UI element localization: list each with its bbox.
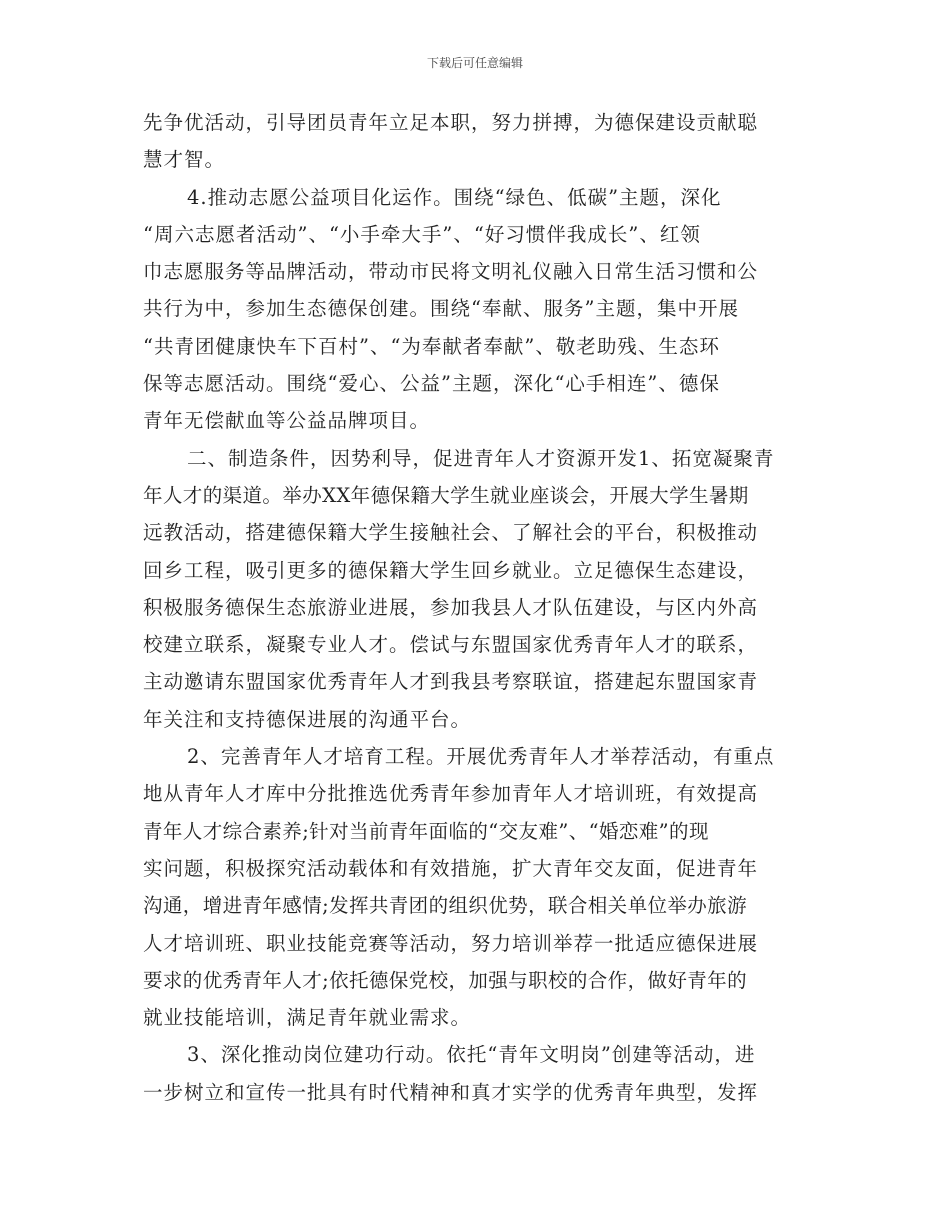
text-line: 实问题，积极探究活动载体和有效措施，扩大青年交友面，促进青年 [143,856,759,880]
text-line: 2、完善青年人才培育工程。开展优秀青年人才举荐活动，有重点 [187,745,775,769]
text-line: 积极服务德保生态旅游业进展，参加我县人才队伍建设，与区内外高 [143,595,759,619]
text-line: 3、深化推动岗位建功行动。依托“青年文明岗”创建等活动，进 [187,1043,756,1067]
text-line: 保等志愿活动。围绕“爱心、公益”主题，深化“心手相连”、德保 [143,372,720,396]
text-line: 沟通，增进青年感情;发挥共青团的组织优势，联合相关单位举办旅游 [143,894,747,918]
document-body [143,104,808,1111]
paragraph-3 [143,440,808,738]
paragraph-5 [143,1036,808,1111]
text-line: 人才培训班、职业技能竞赛等活动，努力培训举荐一批适应德保进展 [143,931,759,955]
text-line: 一步树立和宣传一批具有时代精神和真才实学的优秀青年典型，发挥 [143,1080,759,1104]
text-line: 地从青年人才库中分批推选优秀青年参加青年人才培训班，有效提高 [143,782,759,806]
text-line: 校建立联系，凝聚专业人才。偿试与东盟国家优秀青年人才的联系， [143,633,759,657]
page-header-note: 下载后可任意编辑 [426,56,523,70]
text-line: 要求的优秀青年人才;依托德保党校，加强与职校的合作，做好青年的 [143,968,747,992]
paragraph-4 [143,738,808,1036]
text-line: 先争优活动，引导团员青年立足本职，努力拼搏，为德保建设贡献聪 [143,111,759,134]
text-line: 年人才的渠道。举办XX年德保籍大学生就业座谈会，开展大学生暑期 [143,483,749,507]
text-line: 回乡工程，吸引更多的德保籍大学生回乡就业。立足德保生态建设， [143,558,759,582]
paragraph-1 [143,104,808,179]
text-line: 巾志愿服务等品牌活动，带动市民将文明礼仪融入日常生活习惯和公 [143,260,759,284]
text-line: 年关注和支持德保进展的沟通平台。 [143,707,472,731]
text-line: 共行为中，参加生态德保创建。围绕“奉献、服务”主题，集中开展 [143,297,739,321]
text-line: 二、制造条件，因势利导，促进青年人才资源开发1、拓宽凝聚青 [187,446,775,470]
text-line: “周六志愿者活动”、“小手牵大手”、“好习惯伴我成长”、红领 [143,222,701,246]
text-line: 青年无偿献血等公益品牌项目。 [143,409,431,433]
text-line: 青年人才综合素养;针对当前青年面临的“交友难”、“婚恋难”的现 [143,819,709,843]
text-line: “共青团健康快车下百村”、“为奉献者奉献”、敬老助残、生态环 [143,334,720,358]
text-line: 就业技能培训，满足青年就业需求。 [143,1006,472,1030]
paragraph-2 [143,179,808,440]
text-line: 慧才智。 [143,148,226,172]
text-line: 主动邀请东盟国家优秀青年人才到我县考察联谊，搭建起东盟国家青 [143,670,759,694]
text-line: 4.推动志愿公益项目化运作。围绕“绿色、低碳”主题，深化 [187,185,722,209]
text-line: 远教活动，搭建德保籍大学生接触社会、了解社会的平台，积极推动 [143,521,759,545]
